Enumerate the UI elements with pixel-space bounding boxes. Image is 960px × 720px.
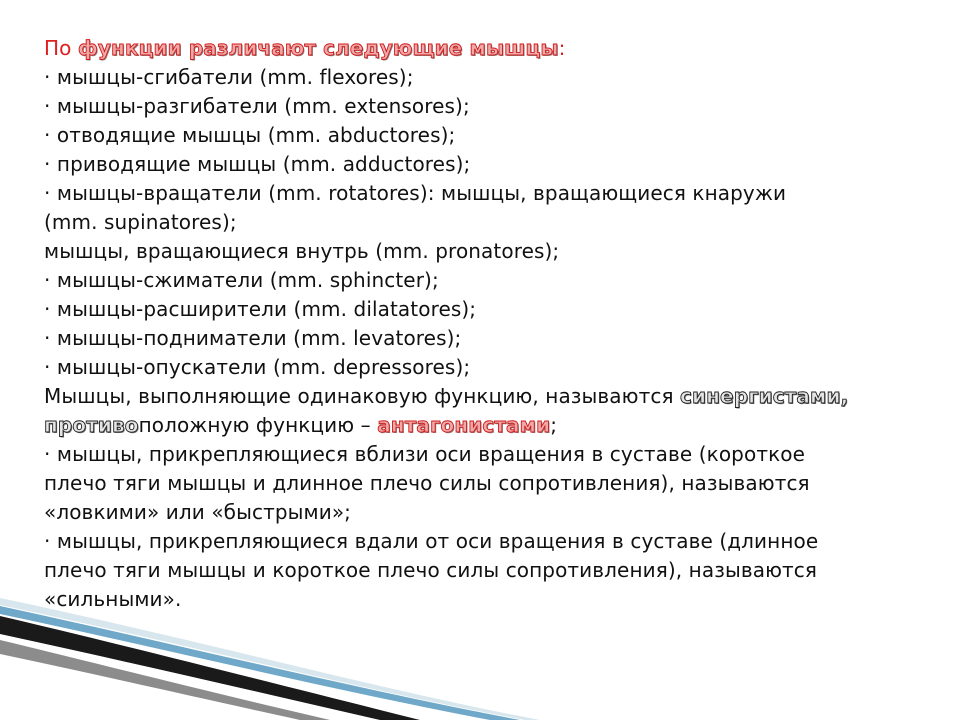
item-levators: · мышцы-подниматели (mm. levatores); (44, 326, 462, 350)
quick-muscles-line3: «ловкими» или «быстрыми»; (44, 500, 351, 524)
item-dilators: · мышцы-расширители (mm. dilatatores); (44, 297, 477, 321)
item-depressors: · мышцы-опускатели (mm. depressores); (44, 355, 471, 379)
antagonists-prefix: противо (44, 413, 139, 437)
heading-lead: По (44, 36, 72, 60)
heading-line (44, 34, 934, 63)
main-text (44, 34, 934, 614)
synergists-line (44, 382, 934, 411)
strong-muscles-line1: · мышцы, прикрепляющиеся вдали от оси вращения в суставе (длинное (44, 529, 819, 553)
item-rotators-line2: (mm. supinatores); (44, 210, 237, 234)
antagonists-line (44, 411, 934, 440)
item-extensors: · мышцы-разгибатели (mm. extensores); (44, 94, 470, 118)
strong-muscles-line2: плечо тяги мышцы и короткое плечо силы сопротивления), называются (44, 558, 817, 582)
swoosh-light-stroke (0, 598, 540, 720)
item-rotators-line1: · мышцы-вращатели (mm. rotatores): мышцы, вращающиеся кнаружи (44, 181, 787, 205)
antagonists-text: положную функцию – (138, 413, 378, 437)
item-pronators: мышцы, вращающиеся внутрь (mm. pronatores); (44, 239, 560, 263)
antagonists-tail: ; (550, 413, 558, 437)
antagonists-term: антагонистами (377, 413, 551, 437)
strong-muscles-line3: «сильными». (44, 587, 182, 611)
swoosh-dark-stroke (0, 616, 420, 720)
quick-muscles-line2: плечо тяги мышцы и длинное плечо силы сопротивления), называются (44, 471, 810, 495)
swoosh-gray-stroke (0, 640, 330, 720)
heading-tail: : (558, 36, 566, 60)
item-abductors: · отводящие мышцы (mm. abductores); (44, 123, 456, 147)
quick-muscles-line1: · мышцы, прикрепляющиеся вблизи оси вращения в суставе (короткое (44, 442, 805, 466)
synergists-term: синергистами, (680, 384, 849, 408)
item-flexors: · мышцы-сгибатели (mm. flexores); (44, 65, 414, 89)
heading-emphasis: функции различают следующие мышцы (77, 36, 559, 60)
synergists-text: Мышцы, выполняющие одинаковую функцию, называются (44, 384, 681, 408)
item-adductors: · приводящие мышцы (mm. adductores); (44, 152, 471, 176)
item-sphincters: · мышцы-сжиматели (mm. sphincter); (44, 268, 439, 292)
